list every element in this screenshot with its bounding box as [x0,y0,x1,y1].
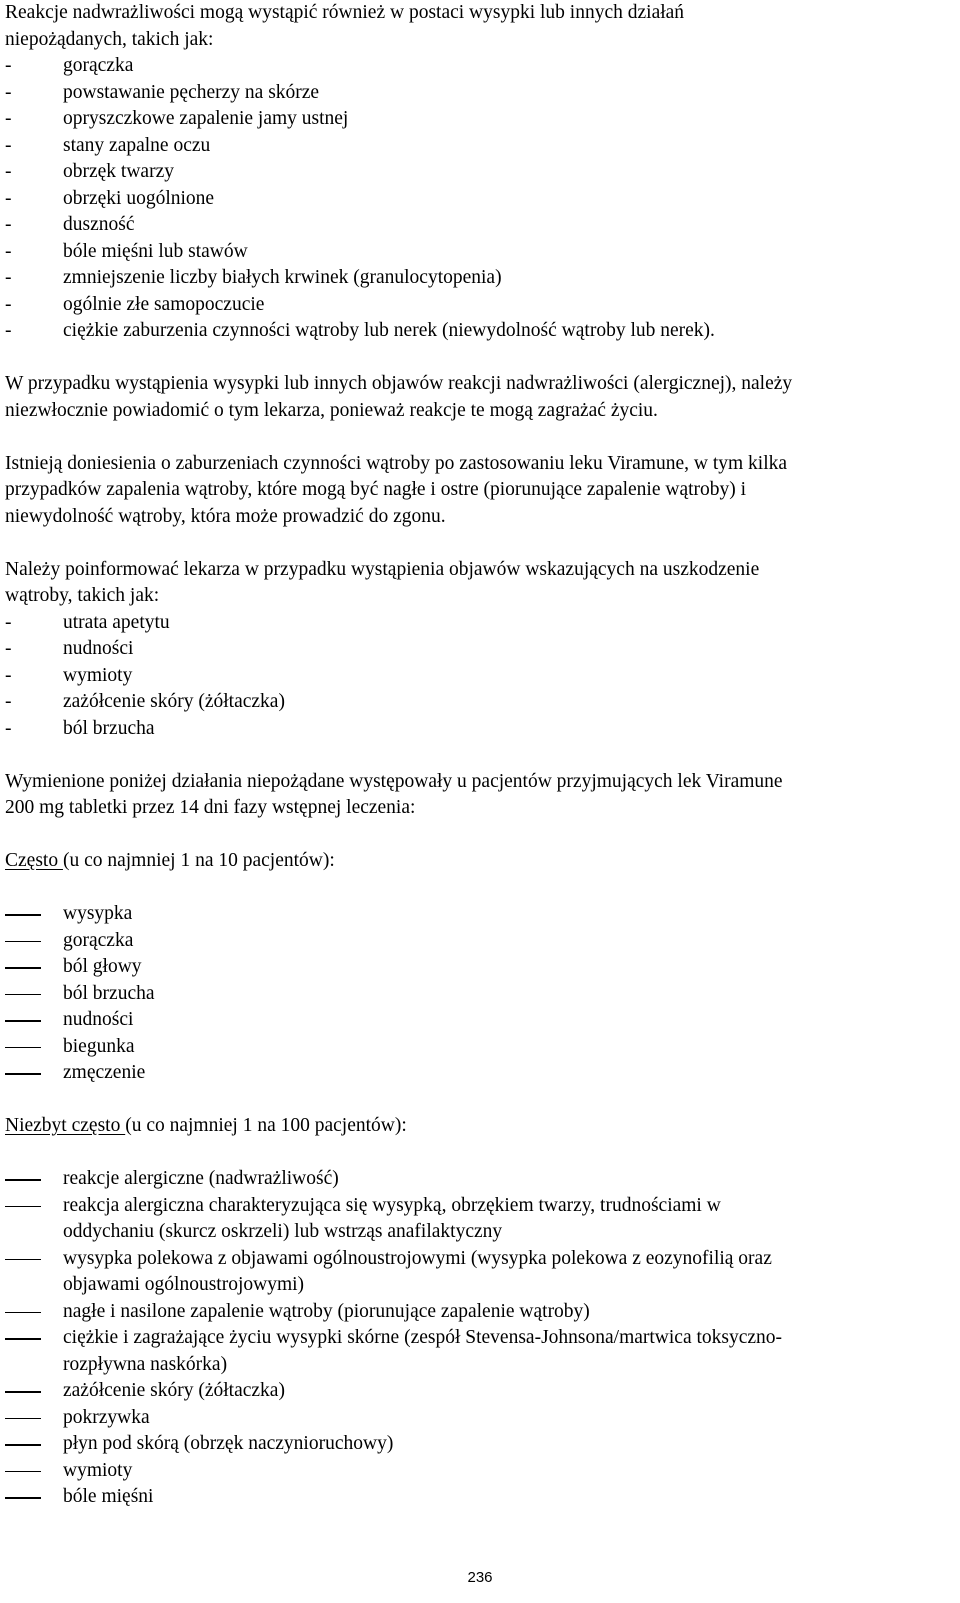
common-label-rest: (u co najmniej 1 na 10 pacjentów): [62,850,335,871]
paragraph-spacer [5,1140,935,1167]
hypersensitivity-reactions-list [5,53,935,345]
dash-bar [5,1444,41,1446]
page-number: 236 [467,1569,493,1586]
list-item: - ogólnie złe samopoczucie [5,293,265,315]
list-item: - gorączka [5,55,134,76]
list-item: wymioty [5,1458,935,1485]
paragraph-spacer [5,530,935,557]
paragraph-spacer [5,424,935,451]
uncommon-frequency-heading [5,1113,935,1140]
list-item: pokrzywka [5,1405,935,1432]
adverse-intro-paragraph [5,769,935,822]
list-item: nudności [5,1007,935,1034]
dash-bar [5,1312,41,1314]
liver-reports-line-3: niewydolność wątroby, która może prowadzić do zgonu. [5,505,446,527]
list-item: - zmniejszenie liczby białych krwinek (granulocytopenia) [5,267,502,288]
common-frequency-heading [5,848,935,875]
uncommon-effects-list [5,1166,935,1511]
dash-bar [5,941,41,943]
warning-paragraph [5,371,935,424]
list-item: - stany zapalne oczu [5,134,211,156]
dash-bar [5,1338,41,1340]
liver-symptoms-paragraph [5,557,935,743]
list-item: ból brzucha [5,981,935,1008]
list-item: gorączka [5,928,935,955]
list-item: wysypka [5,901,935,928]
warning-line-2: niezwłocznie powiadomić o tym lekarza, ponieważ reakcje te mogą zagrażać życiu. [5,399,658,421]
list-item: - zażółcenie skóry (żółtaczka) [5,691,285,712]
common-label: Często [5,850,63,871]
adverse-intro-line-1: Wymienione poniżej działania niepożądane występowały u pacjentów przyjmujących lek Viramune [5,770,783,792]
list-item: - opryszczkowe zapalenie jamy ustnej [5,108,349,129]
adverse-intro-line-2: 200 mg tabletki przez 14 dni fazy wstępnej leczenia: [5,797,416,818]
dash-bar [5,1020,41,1022]
list-item: - ciężkie zaburzenia czynności wątroby lub nerek (niewydolność wątroby lub nerek). [5,320,715,341]
list-item: bóle mięśni [5,1484,935,1511]
list-item: - powstawanie pęcherzy na skórze [5,81,320,103]
list-item: - obrzęki uogólnione [5,187,215,209]
dash-bar [5,1391,41,1393]
dash-bar [5,1179,41,1181]
common-effects-list [5,901,935,1087]
list-item: - duszność [5,214,135,235]
liver-symptoms-line-2: wątroby, takich jak: [5,585,160,606]
list-item: ciężkie i zagrażające życiu wysypki skórne (zespół Stevensa-Johnsona/martwica toksyczno- rozpływna naskórka) [5,1325,935,1378]
list-item: nagłe i nasilone zapalenie wątroby (piorunujące zapalenie wątroby) [5,1299,935,1326]
uncommon-label: Niezbyt często [5,1115,126,1136]
list-item: reakcje alergiczne (nadwrażliwość) [5,1166,935,1193]
list-item: zmęczenie [5,1060,935,1087]
intro-line-1: Reakcje nadwrażliwości mogą wystąpić również w postaci wysypki lub innych działań [5,2,685,23]
liver-reports-line-2: przypadków zapalenia wątroby, które mogą być nagłe i ostre (piorunujące zapalenie wątroby) i [5,479,747,500]
dash-bar [5,1047,41,1049]
list-item: - obrzęk twarzy [5,161,174,182]
paragraph-spacer [5,345,935,372]
liver-symptoms-line-1: Należy poinformować lekarza w przypadku wystąpienia objawów wskazujących na uszkodzenie [5,558,760,580]
list-item: zażółcenie skóry (żółtaczka) [5,1378,935,1405]
paragraph-spacer [5,822,935,849]
list-item: - ból brzucha [5,717,155,739]
intro-line-2: niepożądanych, takich jak: [5,28,214,50]
dash-bar [5,1073,41,1075]
paragraph-spacer [5,1087,935,1114]
list-item: - bóle mięśni lub stawów [5,240,248,262]
list-item: wysypka polekowa z objawami ogólnoustrojowymi (wysypka polekowa z eozynofilią oraz objawami ogólnoustrojowymi) [5,1246,935,1299]
dash-bar [5,994,41,996]
list-item: reakcja alergiczna charakteryzująca się wysypką, obrzękiem twarzy, trudnościami w oddychaniu (skurcz oskrzeli) lub wstrząs anafilaktyczny [5,1193,935,1246]
list-item: - utrata apetytu [5,611,170,633]
intro-paragraph [5,0,935,345]
paragraph-spacer [5,742,935,769]
warning-line-1: W przypadku wystąpienia wysypki lub innych objawów reakcji nadwrażliwości (alergicznej), należy [5,373,793,394]
dash-bar [5,1418,41,1420]
dash-bar [5,1206,41,1208]
list-item: - wymioty [5,664,133,686]
liver-reports-paragraph [5,451,935,531]
uncommon-label-rest: (u co najmniej 1 na 100 pacjentów): [125,1115,407,1136]
list-item: ból głowy [5,954,935,981]
dash-bar [5,1497,41,1499]
paragraph-spacer [5,875,935,902]
dash-bar [5,1471,41,1473]
dash-bar [5,967,41,969]
list-item: biegunka [5,1034,935,1061]
dash-bar [5,1259,41,1261]
liver-reports-line-1: Istnieją doniesienia o zaburzeniach czynności wątroby po zastosowaniu leku Viramune, w tym kilka [5,452,788,474]
liver-symptoms-list [5,610,935,743]
list-item: płyn pod skórą (obrzęk naczynioruchowy) [5,1431,935,1458]
document-page [5,0,935,1511]
list-item: - nudności [5,638,134,659]
dash-bar [5,914,41,916]
